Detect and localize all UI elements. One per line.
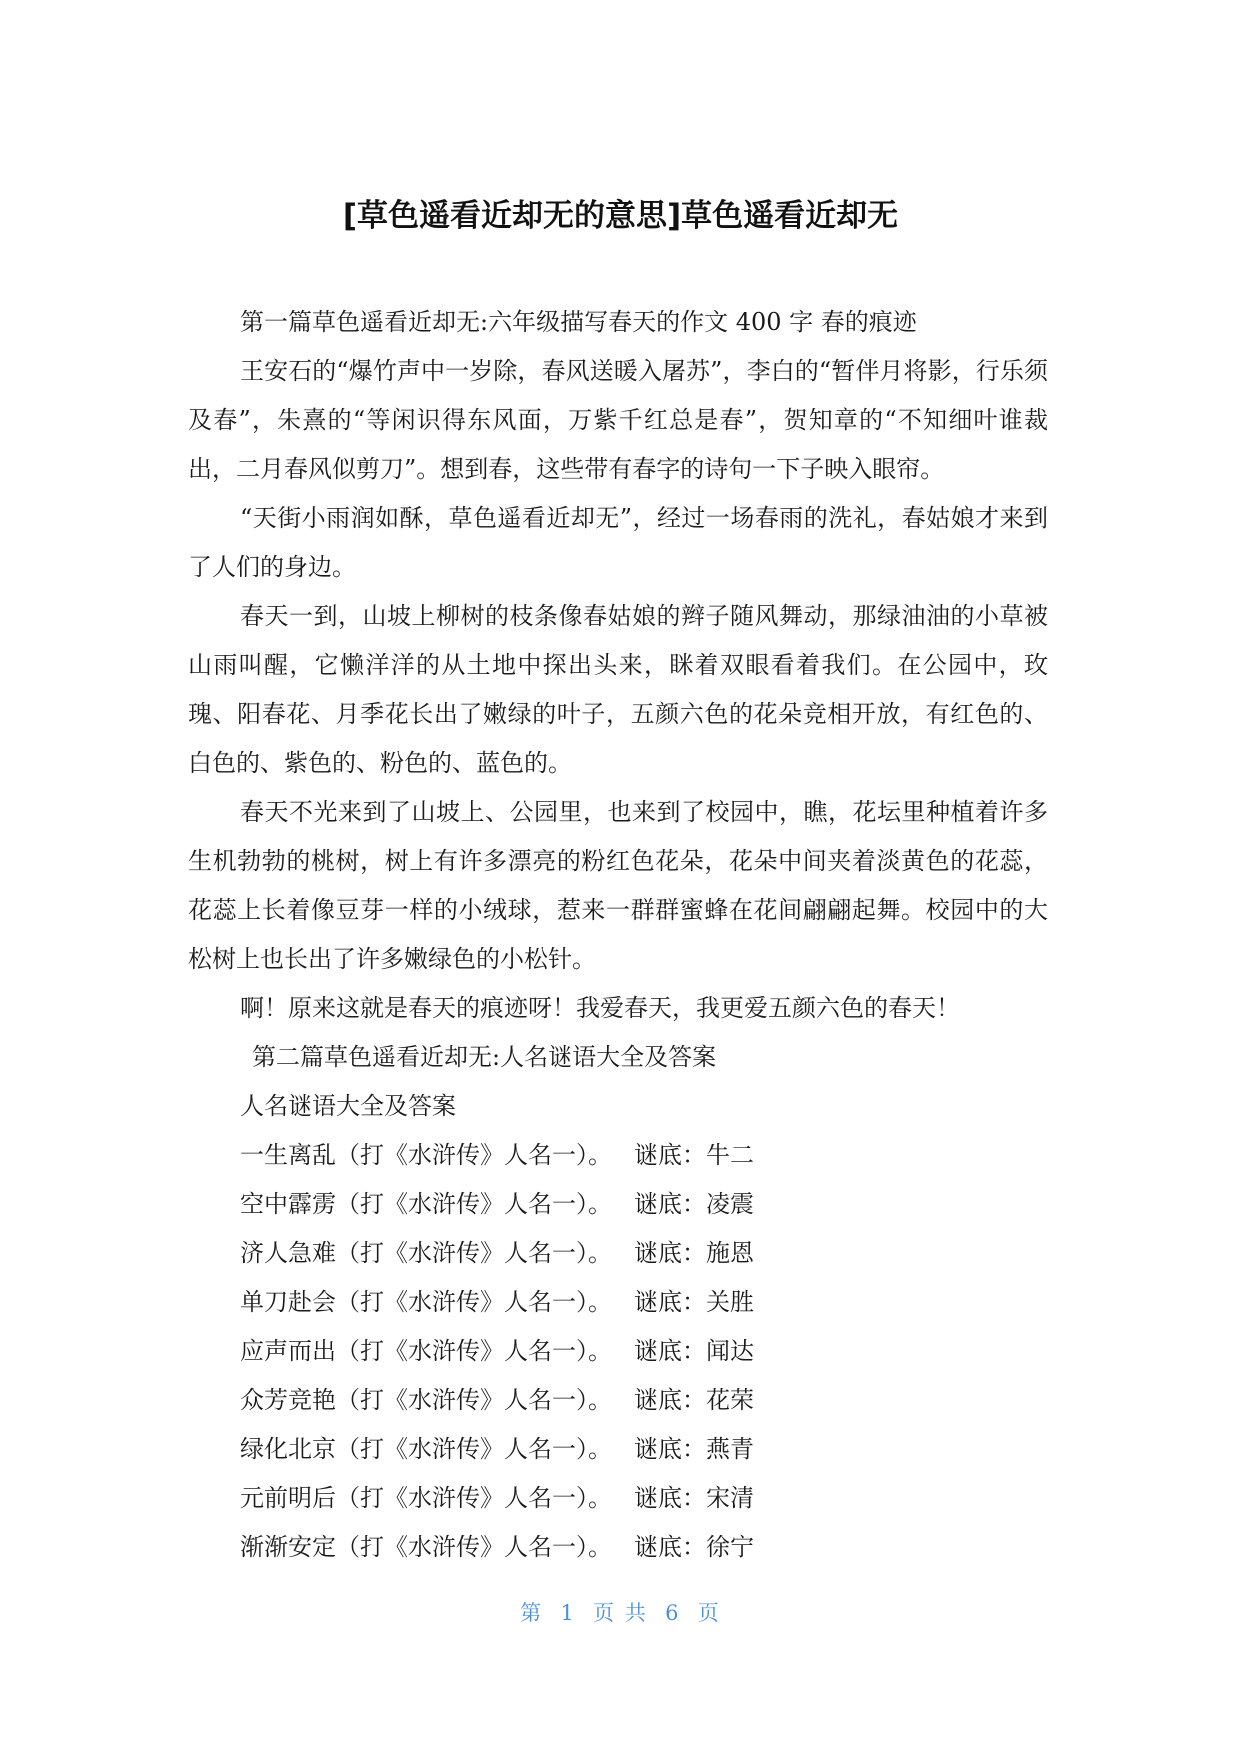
riddle-question: 渐渐安定（打《水浒传》人名一）。 [240,1533,612,1561]
riddle-item [188,1474,1048,1523]
section-heading: 第一篇草色遥看近却无:六年级描写春天的作文 400 字 春的痕迹 [240,308,917,336]
riddle-answer: 谜底：闻达 [634,1337,754,1365]
page-footer: 第 1 页 共 6 页 [520,1601,721,1625]
riddle-question: 应声而出（打《水浒传》人名一）。 [240,1337,612,1365]
riddle-answer: 谜底：施恩 [634,1239,754,1267]
riddle-item [188,1425,1048,1474]
riddle-item [188,1523,1048,1572]
section-heading: 第二篇草色遥看近却无:人名谜语大全及答案 [252,1043,717,1071]
riddle-item [188,1278,1048,1327]
riddle-answer: 谜底：花荣 [634,1386,754,1414]
section-subheading: 人名谜语大全及答案 [240,1092,456,1120]
paragraph: 王安石的“爆竹声中一岁除，春风送暖入屠苏”，李白的“暂伴月将影，行乐须及春”，朱熹的“等闲识得东风面，万紫千红总是春”，贺知章的“不知细叶谁裁出，二月春风似剪刀”。想到春，这些带有春字的诗句一下子映入眼帘。 [188,357,1048,483]
riddle-question: 单刀赴会（打《水浒传》人名一）。 [240,1288,612,1316]
riddle-answer: 谜底：关胜 [634,1288,754,1316]
riddle-item [188,1327,1048,1376]
riddle-answer: 谜底：凌震 [634,1190,754,1218]
riddle-question: 空中霹雳（打《水浒传》人名一）。 [240,1190,612,1218]
riddle-question: 济人急难（打《水浒传》人名一）。 [240,1239,612,1267]
riddle-question: 绿化北京（打《水浒传》人名一）。 [240,1435,612,1463]
paragraph: 春天不光来到了山坡上、公园里，也来到了校园中，瞧，花坛里种植着许多生机勃勃的桃树，树上有许多漂亮的粉红色花朵，花朵中间夹着淡黄色的花蕊，花蕊上长着像豆芽一样的小绒球，惹来一群群蜜蜂在花间翩翩起舞。校园中的大松树上也长出了许多嫩绿色的小松针。 [188,798,1048,973]
riddle-answer: 谜底：宋清 [634,1484,754,1512]
riddle-item [188,1131,1048,1180]
riddle-item [188,1229,1048,1278]
riddle-answer: 谜底：牛二 [634,1141,754,1169]
riddle-question: 元前明后（打《水浒传》人名一）。 [240,1484,612,1512]
riddle-item [188,1180,1048,1229]
riddle-question: 一生离乱（打《水浒传》人名一）。 [240,1141,612,1169]
riddle-item [188,1376,1048,1425]
riddle-answer: 谜底：徐宁 [634,1533,754,1561]
riddle-question: 众芳竞艳（打《水浒传》人名一）。 [240,1386,612,1414]
page-title: [草色遥看近却无的意思]草色遥看近却无 [342,198,899,234]
paragraph: 啊！原来这就是春天的痕迹呀！我爱春天，我更爱五颜六色的春天！ [240,994,960,1022]
riddle-list [188,1131,1048,1572]
document-body [188,298,1048,1572]
riddle-answer: 谜底：燕青 [634,1435,754,1463]
paragraph: “天街小雨润如酥，草色遥看近却无”，经过一场春雨的洗礼，春姑娘才来到了人们的身边。 [188,504,1048,581]
paragraph: 春天一到，山坡上柳树的枝条像春姑娘的辫子随风舞动，那绿油油的小草被山雨叫醒，它懒洋洋的从土地中探出头来，眯着双眼看着我们。在公园中，玫瑰、阳春花、月季花长出了嫩绿的叶子，五颜六色的花朵竞相开放，有红色的、白色的、紫色的、粉色的、蓝色的。 [188,602,1048,777]
